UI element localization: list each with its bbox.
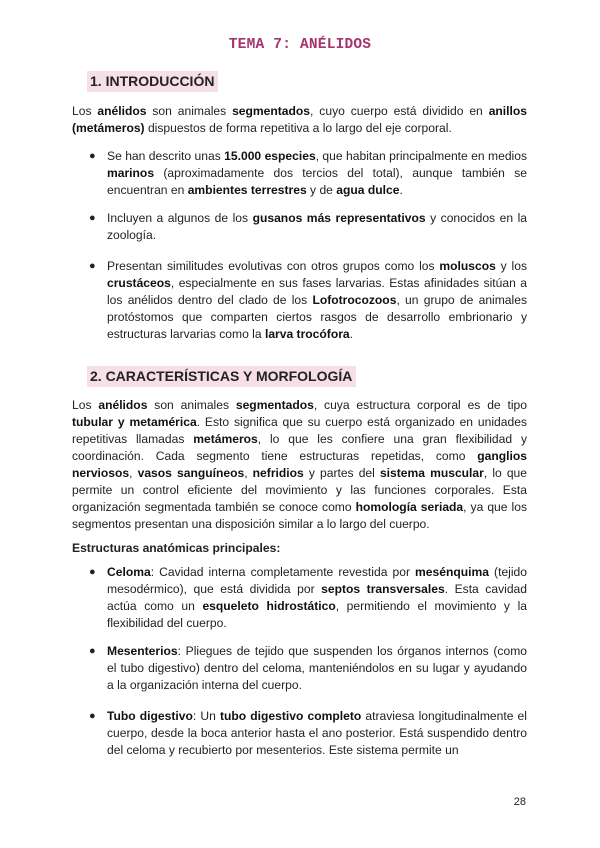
section-heading-caracteristicas: 2. CARACTERÍSTICAS Y MORFOLOGÍA bbox=[87, 366, 356, 387]
bullet-item-gusanos: Incluyen a algunos de los gusanos más representativos y conocidos en la zoología. bbox=[107, 211, 527, 242]
bullet-item-celoma: Celoma: Cavidad interna completamente revestida por mesénquima (tejido mesodérmico), que está dividida por septos transversales. Esta cavidad actúa como un esqueleto hidrostático, permitiendo el movimiento y la flexibilidad del cuerpo. bbox=[107, 565, 527, 630]
bold-term: Celoma bbox=[107, 565, 151, 579]
subheading-estructuras: Estructuras anatómicas principales: bbox=[72, 541, 281, 555]
bold-term: gusanos más representativos bbox=[252, 211, 426, 225]
bullet-icon: ● bbox=[89, 645, 96, 657]
bold-term: segmentados bbox=[235, 398, 314, 412]
bold-term: homología seriada bbox=[355, 500, 464, 514]
bold-term: septos transversales bbox=[321, 582, 445, 596]
bold-term: Lofotrocozoos bbox=[312, 293, 397, 307]
bold-term: anillos (metámeros) bbox=[72, 104, 527, 135]
bold-term: mesénquima bbox=[415, 565, 489, 579]
page-title: TEMA 7: ANÉLIDOS bbox=[228, 37, 372, 53]
bullet-item-mesenterios: Mesenterios: Pliegues de tejido que suspenden los órganos internos (como el tubo digestivo) dentro del celoma, manteniéndolos en su lugar y ayudando a la organización interna del cuerpo. bbox=[107, 644, 527, 692]
intro-paragraph: Los anélidos son animales segmentados, cuyo cuerpo está dividido en anillos (metámeros) dispuestos de forma repetitiva a lo largo del eje corporal. bbox=[72, 104, 527, 135]
bullet-icon: ● bbox=[89, 150, 96, 162]
bullet-icon: ● bbox=[89, 710, 96, 722]
bold-term: anélidos bbox=[98, 398, 148, 412]
section-heading-introduccion: 1. INTRODUCCIÓN bbox=[87, 71, 218, 92]
bullet-icon: ● bbox=[89, 260, 96, 272]
bold-term: ganglios nerviosos bbox=[72, 449, 527, 480]
bold-term: Tubo digestivo bbox=[107, 709, 193, 723]
bold-term: crustáceos bbox=[107, 276, 171, 290]
bullet-item-species: Se han descrito unas 15.000 especies, que habitan principalmente en medios marinos (aproximadamente dos tercios del total), aunque también se encuentran en ambientes terrestres y de agua dulce. bbox=[107, 149, 528, 197]
bold-term: sistema muscular bbox=[379, 466, 484, 480]
bold-term: anélidos bbox=[97, 104, 147, 118]
bold-term: marinos bbox=[107, 166, 155, 180]
bold-term: 15.000 especies bbox=[224, 149, 316, 163]
bullet-item-tubo-digestivo: Tubo digestivo: Un tubo digestivo completo atraviesa longitudinalmente el cuerpo, desde la boca anterior hasta el ano posterior. Está suspendido dentro del celoma y recubierto por mesenterios. Este sistema permite un bbox=[107, 709, 527, 757]
bold-term: tubo digestivo completo bbox=[219, 709, 362, 723]
bold-term: nefridios bbox=[252, 466, 304, 480]
bold-term: ambientes terrestres bbox=[187, 183, 307, 197]
morphology-paragraph: Los anélidos son animales segmentados, cuya estructura corporal es de tipo tubular y metamérica. Esto significa que su cuerpo está organizado en unidades repetitivas llamadas metámeros, lo que les confiere una gran flexibilidad y coordinación. Cada segmento tiene estructuras repetidas, como ganglios nerviosos, vasos sanguíneos, nefridios y partes del sistema muscular, lo que permite un control eficiente del movimiento y las funciones corporales. Esta organización segmentada también se conoce como homología seriada, ya que los segmentos presentan una disposición similar a lo largo del cuerpo. bbox=[72, 398, 527, 531]
bold-term: larva trocófora bbox=[264, 327, 350, 341]
bold-term: tubular y metamérica bbox=[72, 415, 197, 429]
bullet-icon: ● bbox=[89, 566, 96, 578]
bold-term: agua dulce bbox=[336, 183, 400, 197]
bullet-item-similitudes: Presentan similitudes evolutivas con otros grupos como los moluscos y los crustáceos, especialmente en sus fases larvarias. Estas afinidades sitúan a los anélidos dentro del clado de los Lofotrocozoos, un grupo de animales protóstomos que comparten ciertos rasgos de desarrollo embrionario y estructuras larvarias como la larva trocófora. bbox=[107, 259, 528, 341]
bold-term: segmentados bbox=[232, 104, 311, 118]
bold-term: Mesenterios bbox=[107, 644, 178, 658]
bold-term: metámeros bbox=[193, 432, 258, 446]
bullet-icon: ● bbox=[89, 212, 96, 224]
bold-term: moluscos bbox=[439, 259, 496, 273]
bold-term: vasos sanguíneos bbox=[137, 466, 245, 480]
bold-term: esqueleto hidrostático bbox=[202, 599, 336, 613]
page-number: 28 bbox=[513, 796, 526, 808]
